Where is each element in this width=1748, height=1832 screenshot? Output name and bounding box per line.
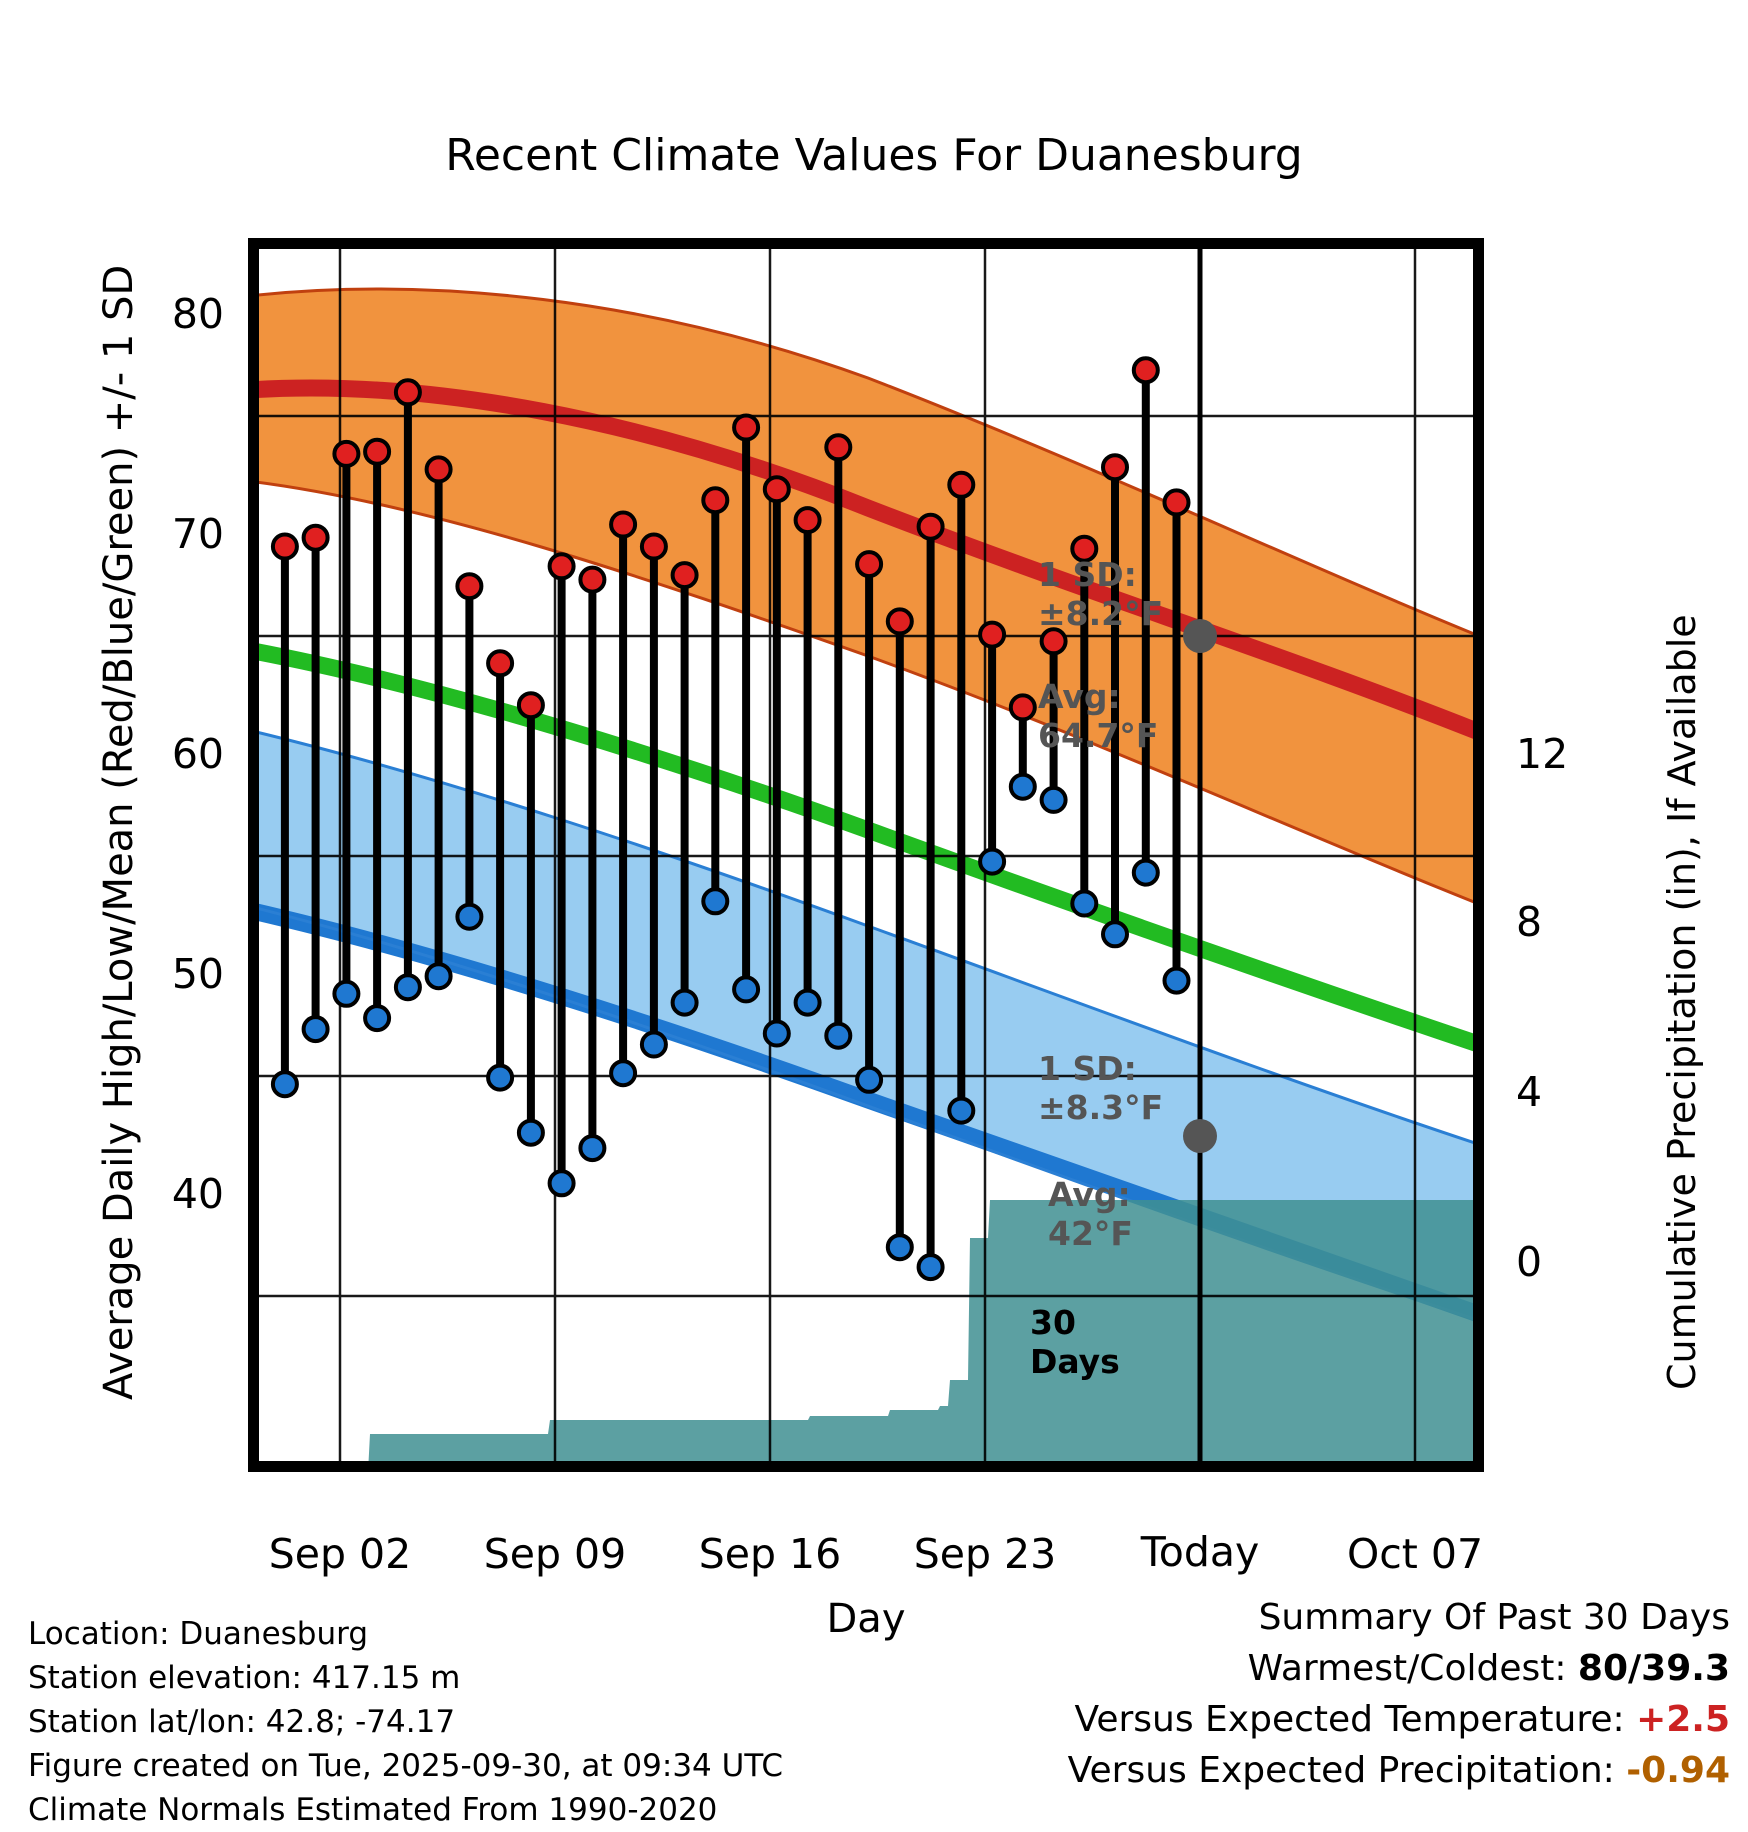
x-tick-sep-02: Sep 02: [268, 1530, 412, 1578]
y-tick-60: 60: [171, 730, 224, 778]
x-tick-today: Today: [1140, 1528, 1260, 1576]
plot-border: [248, 238, 1484, 1472]
summary-label-warmest: Warmest/Coldest:: [1247, 1648, 1567, 1690]
summary-row-warmest: [1068, 1643, 1730, 1694]
annotation-high-sd: 1 SD: ±8.2°F: [1038, 555, 1164, 633]
footer-created: Figure created on Tue, 2025-09-30, at 09:34 UTC: [28, 1748, 784, 1785]
summary-value-temperature: +2.5: [1636, 1699, 1730, 1741]
y2-tick-0: 0: [1516, 1238, 1543, 1286]
summary-row-precipitation: [1068, 1745, 1730, 1796]
annotation-precip-days: 30 Days: [1030, 1303, 1120, 1381]
summary-value-precipitation: -0.94: [1626, 1750, 1730, 1792]
x-tick-oct-07: Oct 07: [1346, 1530, 1484, 1578]
y-tick-50: 50: [171, 950, 224, 998]
x-tick-sep-09: Sep 09: [483, 1530, 627, 1578]
summary-panel: [1068, 1592, 1730, 1796]
y-tick-40: 40: [171, 1170, 224, 1218]
annotation-low-avg: Avg: 42°F: [1048, 1175, 1133, 1253]
y-axis-label: Average Daily High/Low/Mean (Red/Blue/Green) +/- 1 SD: [96, 264, 142, 1400]
summary-label-precipitation: Versus Expected Precipitation:: [1067, 1750, 1615, 1792]
summary-heading: Summary Of Past 30 Days: [1258, 1597, 1730, 1638]
x-tick-sep-16: Sep 16: [698, 1530, 842, 1578]
summary-value-warmest: 80/39.3: [1577, 1648, 1730, 1690]
y2-axis-label: Cumulative Precipitation (in), If Available: [1660, 614, 1704, 1390]
x-axis-label: Day: [826, 1596, 906, 1642]
annotation-low-sd: 1 SD: ±8.3°F: [1038, 1049, 1164, 1127]
annotation-high-avg: Avg: 64.7°F: [1038, 677, 1159, 755]
y-tick-70: 70: [171, 510, 224, 558]
footer-normals: Climate Normals Estimated From 1990-2020: [28, 1792, 718, 1829]
y2-tick-12: 12: [1516, 730, 1569, 778]
summary-label-temperature: Versus Expected Temperature:: [1074, 1699, 1625, 1741]
footer-metadata: [28, 1612, 783, 1832]
page-title: Recent Climate Values For Duanesburg: [445, 130, 1303, 181]
chart-plot-area: [248, 238, 1484, 1472]
footer-location: Location: Duanesburg: [28, 1616, 369, 1652]
y2-tick-4: 4: [1516, 1068, 1543, 1116]
y-tick-80: 80: [171, 290, 224, 338]
footer-elevation: Station elevation: 417.15 m: [28, 1660, 461, 1697]
y2-tick-8: 8: [1516, 898, 1543, 946]
summary-row-temperature: [1068, 1694, 1730, 1745]
footer-latlon: Station lat/lon: 42.8; -74.17: [28, 1704, 456, 1741]
x-tick-sep-23: Sep 23: [913, 1530, 1057, 1578]
